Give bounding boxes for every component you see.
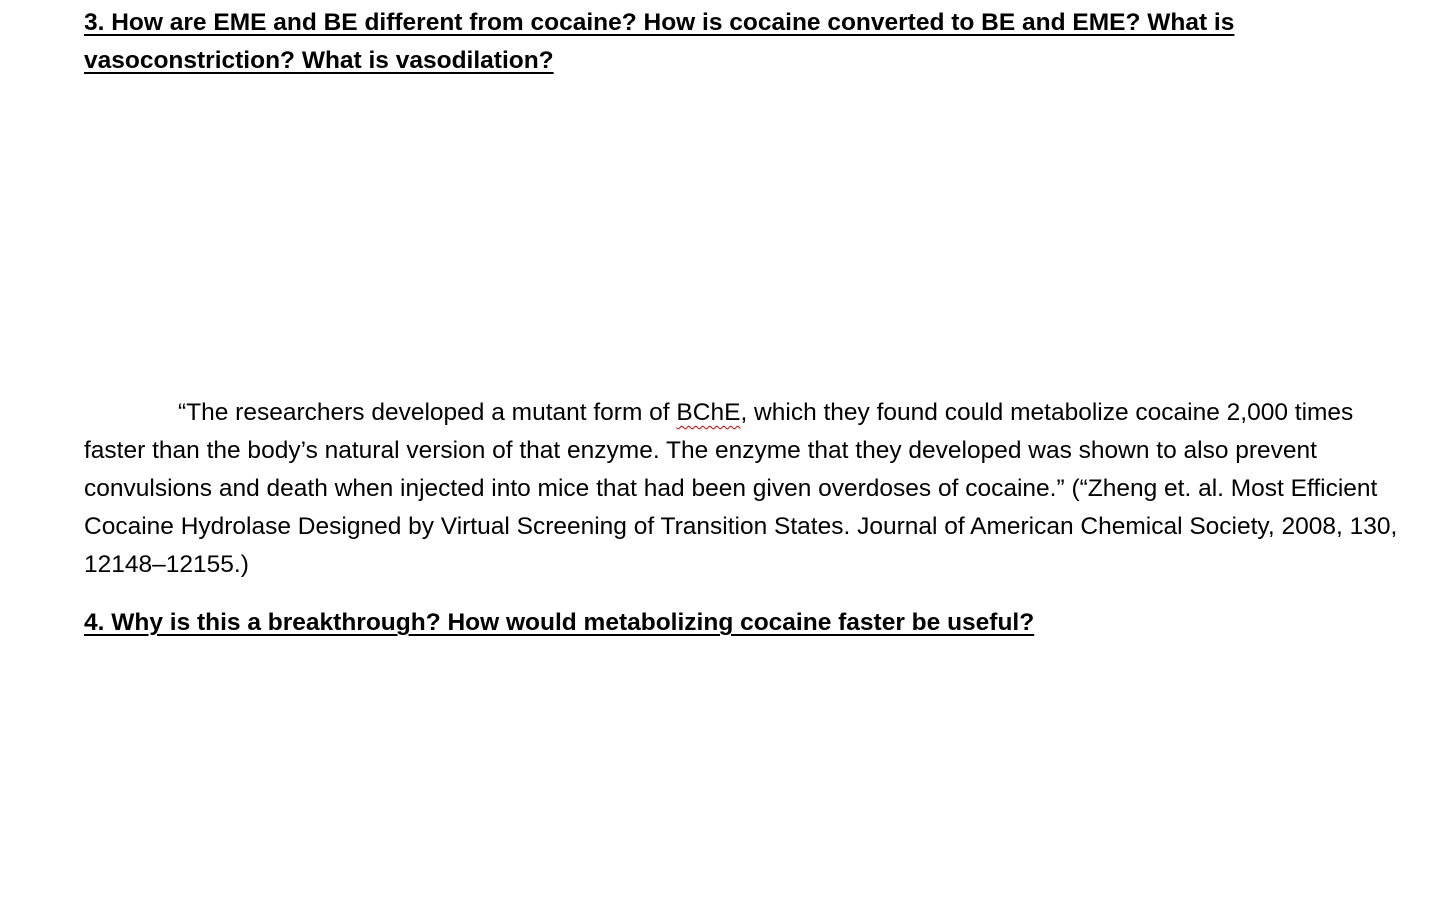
quote-text-start: “The researchers developed a mutant form of: [178, 399, 677, 426]
research-quote-paragraph: [84, 394, 1402, 584]
question-4-heading: 4. Why is this a breakthrough? How would metabolizing cocaine faster be useful?: [84, 609, 1035, 636]
quote-text-end: , which they found could metabolize cocaine 2,000 times faster than the body’s natural version of that enzyme. The enzyme that they developed was shown to also prevent convulsions and death when injected into mice that had been given overdoses of cocaine.” (“Zheng et. al. Most Efficient Cocaine Hydrolase Designed by Virtual Screening of Transition States. Journal of American Chemical Society, 2008, 130, 12148–12155.): [84, 399, 1398, 578]
spellcheck-flagged-word[interactable]: BChE: [676, 399, 741, 426]
question-3-heading: 3. How are EME and BE different from cocaine? How is cocaine converted to BE and EME? What is vasoconstriction? What is vasodilation?: [84, 9, 1235, 74]
